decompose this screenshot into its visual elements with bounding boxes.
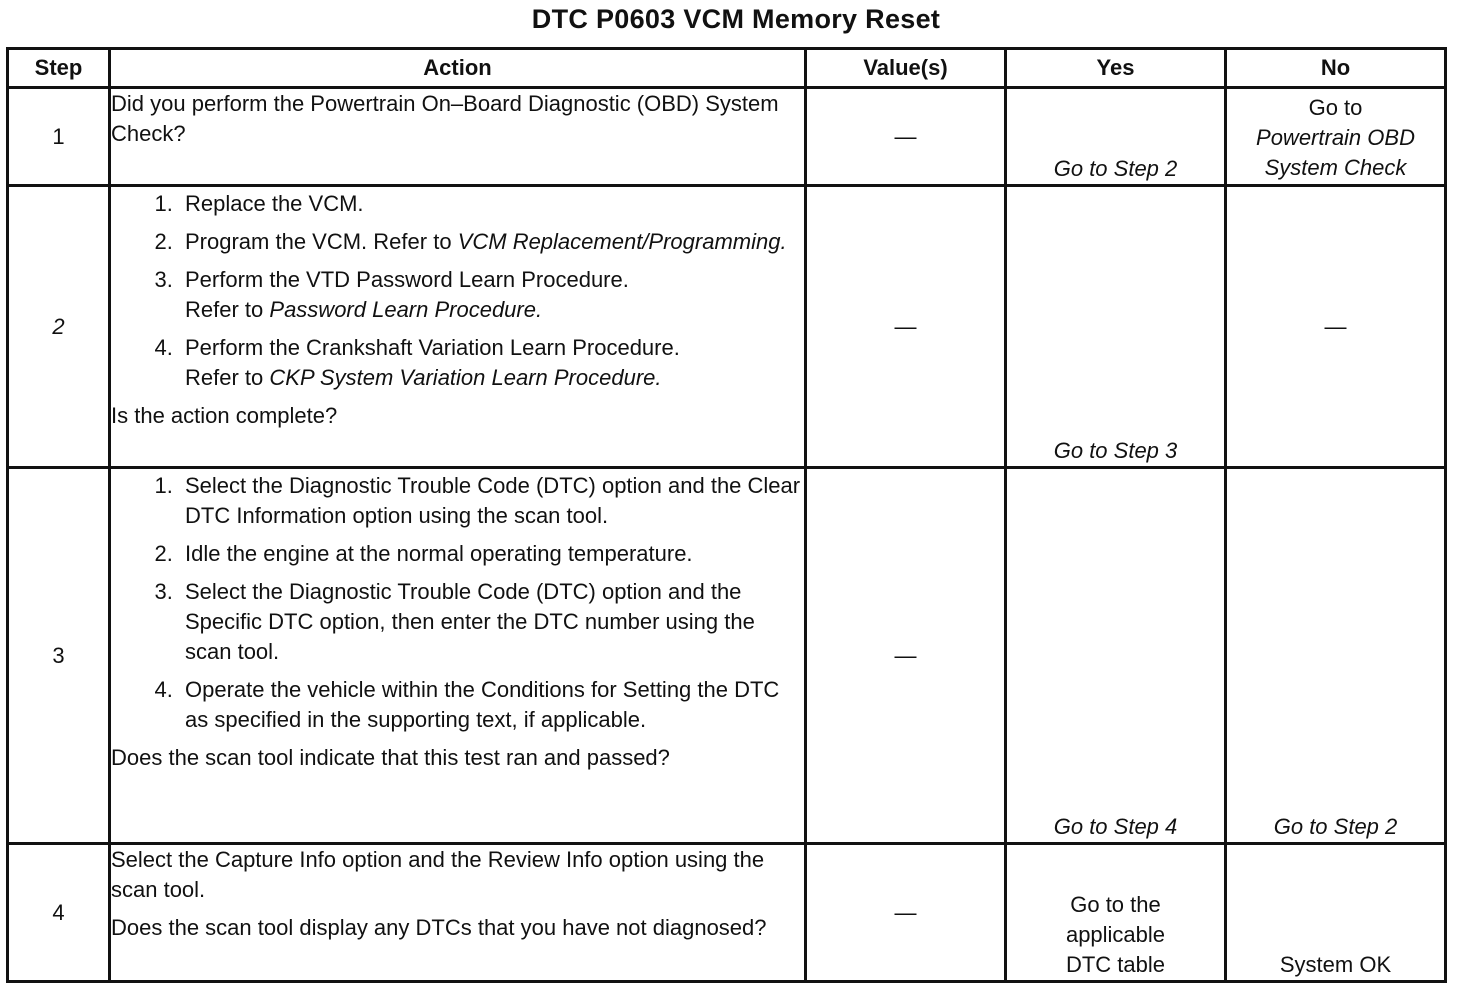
reference-link: Password Learn Procedure. <box>269 297 543 322</box>
list-item <box>179 189 804 219</box>
list-item: 1. Select the Diagnostic Trouble Code (DTC) option and the Clear DTC Information option using the scan tool. <box>179 471 804 531</box>
header-no: No <box>1226 49 1446 88</box>
header-step: Step <box>8 49 110 88</box>
no-text-line: Go to <box>1308 95 1363 120</box>
page-title: DTC P0603 VCM Memory Reset <box>531 4 941 34</box>
action-question: Did you perform the Powertrain On–Board Diagnostic (OBD) System Check? <box>111 91 779 146</box>
action-cell <box>110 186 806 468</box>
table-row-step-2 <box>8 186 1446 468</box>
value-cell: — <box>806 468 1006 844</box>
reference-link: VCM Replacement/Programming. <box>457 229 787 254</box>
no-cell: — <box>1226 186 1446 468</box>
action-question: Does the scan tool display any DTCs that you have not diagnosed? <box>111 915 767 940</box>
value-cell: — <box>806 844 1006 982</box>
yes-text-line: Go to the <box>1070 892 1161 917</box>
table-row-step-1 <box>8 88 1446 186</box>
reference-prefix: Refer to <box>373 229 452 254</box>
list-item-text: Program the VCM. <box>185 229 368 254</box>
no-cell: System OK <box>1226 844 1446 982</box>
action-cell <box>110 88 806 186</box>
action-list <box>111 189 804 393</box>
reference-prefix: Refer to <box>185 365 264 390</box>
list-item-text: Replace the VCM. <box>185 191 364 216</box>
value-cell: — <box>806 186 1006 468</box>
step-number: 1 <box>8 88 110 186</box>
yes-text-line: DTC table <box>1065 952 1166 977</box>
list-item <box>179 333 804 393</box>
yes-text-line: applicable <box>1065 922 1166 947</box>
yes-cell: Go to Step 4 <box>1006 468 1226 844</box>
header-action: Action <box>110 49 806 88</box>
table-row-step-4 <box>8 844 1446 982</box>
yes-cell: Go to Step 3 <box>1006 186 1226 468</box>
action-cell <box>110 468 806 844</box>
yes-cell: Go to Step 2 <box>1006 88 1226 186</box>
table-row-step-3 <box>8 468 1446 844</box>
list-item-text: Perform the Crankshaft Variation Learn Procedure. <box>185 335 680 360</box>
list-item: 3. Select the Diagnostic Trouble Code (DTC) option and the Specific DTC option, then enter the DTC number using the scan tool. <box>179 577 804 667</box>
list-item-text: Perform the VTD Password Learn Procedure. <box>185 267 629 292</box>
table-header-row <box>8 49 1446 88</box>
action-question: Is the action complete? <box>111 403 338 428</box>
yes-cell <box>1006 844 1226 982</box>
diagnostic-table <box>6 47 1447 983</box>
action-cell <box>110 844 806 982</box>
step-number: 3 <box>8 468 110 844</box>
reference-link: CKP System Variation Learn Procedure. <box>269 365 662 390</box>
no-cell <box>1226 88 1446 186</box>
list-item: 2. Idle the engine at the normal operating temperature. <box>179 539 804 569</box>
action-question: Does the scan tool indicate that this test ran and passed? <box>111 745 670 770</box>
action-list <box>111 471 804 735</box>
list-item: 4. Operate the vehicle within the Conditions for Setting the DTC as specified in the supporting text, if applicable. <box>179 675 804 735</box>
no-reference: System Check <box>1264 155 1407 180</box>
header-yes: Yes <box>1006 49 1226 88</box>
list-item <box>179 227 804 257</box>
no-cell: Go to Step 2 <box>1226 468 1446 844</box>
header-values: Value(s) <box>806 49 1006 88</box>
action-instruction: Select the Capture Info option and the Review Info option using the scan tool. <box>111 847 765 902</box>
reference-prefix: Refer to <box>185 297 264 322</box>
value-cell: — <box>806 88 1006 186</box>
step-number: 4 <box>8 844 110 982</box>
step-number: 2 <box>8 186 110 468</box>
list-item <box>179 265 804 325</box>
no-reference: Powertrain OBD <box>1256 125 1415 150</box>
